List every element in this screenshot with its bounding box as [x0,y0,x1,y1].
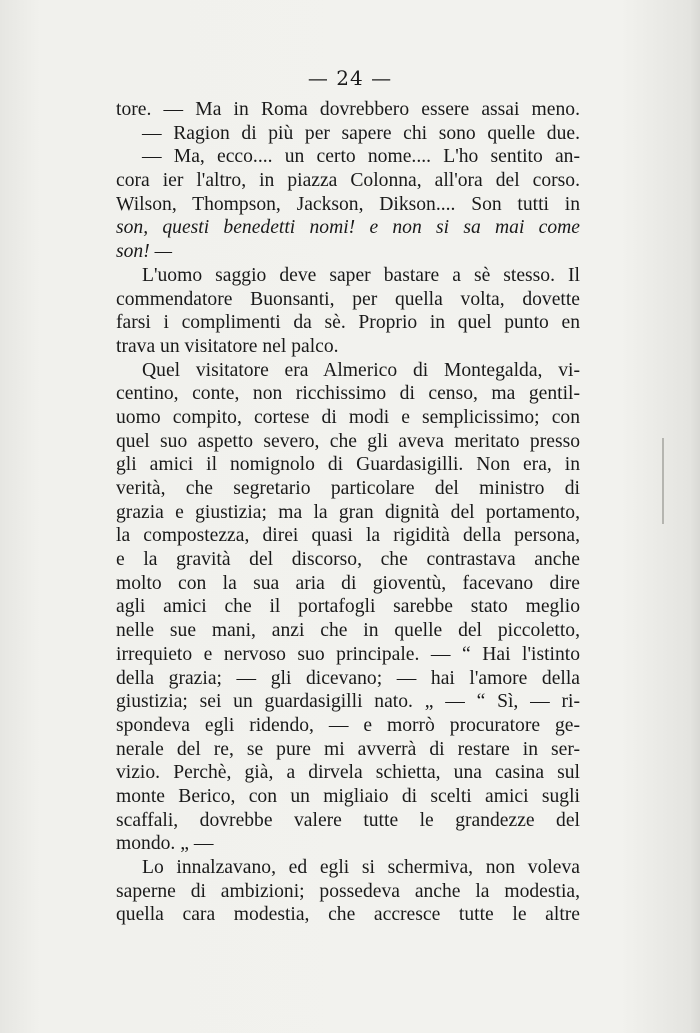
text-line: tore. — Ma in Roma dovrebbero essere assai meno. [116,99,580,120]
text-line: e la gravità del discorso, che contrastava anche [116,549,580,571]
text-line: farsi i complimenti da sè. Proprio in quel punto en [116,312,580,334]
text-line: gli amici il nomignolo di Guardasigilli. Non era, in [116,454,580,476]
text-line: quel suo aspetto severo, che gli aveva meritato presso [116,430,580,452]
text-line: mondo. „ — [116,833,214,855]
text-line: — Ma, ecco.... un certo nome.... L'ho sentito an- [142,146,580,168]
text-line: L'uomo saggio deve saper bastare a sè stesso. Il [142,264,580,286]
text-line: spondeva egli ridendo, — e morrò procuratore ge- [116,714,580,736]
text-line: — Ragion di più per sapere chi sono quelle due. [142,122,580,144]
page-number: — 24 — [307,66,393,90]
text-line: la compostezza, direi quasi la rigidità della persona, [116,525,580,547]
text-line: son! — [116,241,173,263]
text-line: molto con la sua aria di gioventù, facevano dire [116,572,580,594]
text-line: quella cara modestia, che accresce tutte le altre [116,904,580,926]
text-line: vizio. Perchè, già, a dirvela schietta, una casina sul [116,762,580,784]
text-line: Quel visitatore era Almerico di Montegalda, vi- [142,359,580,381]
text-line: giustizia; sei un guardasigilli nato. „ — “ Sì, — ri- [116,691,580,713]
text-line: commendatore Buonsanti, per quella volta, dovette [116,288,580,310]
text-line: della grazia; — gli dicevano; — hai l'amore della [116,667,580,689]
text-line: Wilson, Thompson, Jackson, Dikson.... Son tutti in [116,193,580,215]
text-line: nerale del re, se pure mi avverrà di restare in ser- [116,738,580,760]
text-line: verità, che segretario particolare del ministro di [116,478,580,499]
text-line: nelle sue mani, anzi che in quelle del piccoletto, [116,620,580,642]
text-line: irrequieto e nervoso suo principale. — “ Hai l'istinto [116,643,580,665]
text-line: scaffali, dovrebbe valere tutte le grandezze del [116,809,580,831]
text-line: saperne di ambizioni; possedeva anche la modestia, [116,880,580,902]
text-line: agli amici che il portafogli sarebbe stato meglio [116,596,580,618]
text-line: trava un visitatore nel palco. [116,335,339,357]
text-line: son, questi benedetti nomi! e non si sa mai come [116,217,580,239]
text-line: uomo compito, cortese di modi e semplicissimo; con [116,406,580,428]
text-line: grazia e giustizia; ma la gran dignità del portamento, [116,501,580,523]
text-line: monte Berico, con un migliaio di scelti amici sugli [116,785,580,807]
page-body-text [116,98,580,927]
margin-pencil-mark [662,438,664,524]
text-line: Lo innalzavano, ed egli si schermiva, non voleva [142,857,580,878]
text-line: centino, conte, non ricchissimo di censo, ma gentil- [116,383,580,405]
text-line: cora ier l'altro, in piazza Colonna, all'ora del corso. [116,170,580,192]
